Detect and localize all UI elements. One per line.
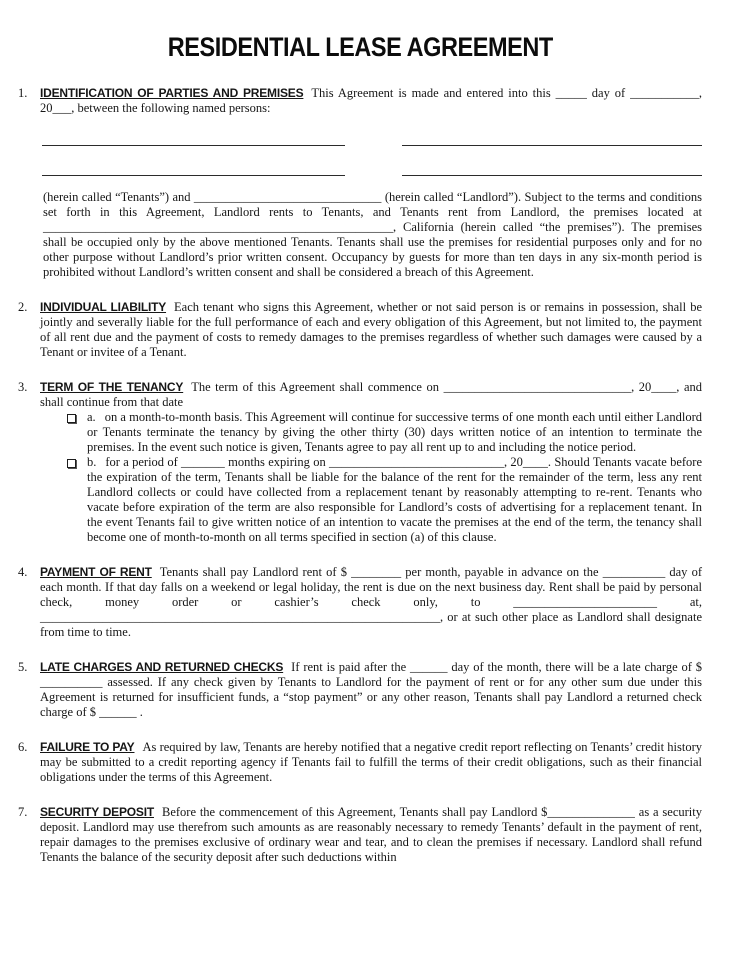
term-option-b xyxy=(67,455,702,545)
section-body-text: Tenants shall pay Landlord rent of $ ________ per month, payable in advance on the __________ day of each month. If that day falls on a weekend or legal holiday, the rent is due on the next business day. Rent shall be paid by personal check, money order or cashier’s check only, to _______________________ at, ________________________________________________________________, or at such other place as Landlord shall designate from time to time. xyxy=(40,565,702,639)
section-number: 6. xyxy=(18,740,28,754)
section-late-charges xyxy=(18,660,702,720)
section-body-text: As required by law, Tenants are hereby notified that a negative credit report reflecting on Tenants’ credit history may be submitted to a credit reporting agency if Tenants fail to fulfill the terms of their credit obligations, such as their financial obligations under the terms of this Agreement. xyxy=(40,740,703,784)
section-heading: INDIVIDUAL LIABILITY xyxy=(40,300,167,314)
section-payment-of-rent xyxy=(18,565,702,640)
section-heading: TERM OF THE TENANCY xyxy=(40,380,184,394)
section-body-text: If rent is paid after the ______ day of the month, there will be a late charge of $ __________ assessed. If any check given by Tenants to Landlord for the payment of rent or for any other sum due under this Agreement is returned for insufficient funds, a “stop payment” or any other reason, Tenants shall pay Landlord a returned check charge of $ ______ . xyxy=(40,660,702,719)
section-number: 7. xyxy=(18,805,28,819)
term-option-a-text: on a month-to-month basis. This Agreement will continue for successive terms of one month each until either Landlord or Tenants terminate the tenancy by giving the other thirty (30) days written notice of an intention to terminate the premises. In the event such notice is given, Tenants agree to pay all rent up to and including the notice period. xyxy=(87,410,702,454)
section-identification-of-parties xyxy=(18,86,702,280)
section-heading: LATE CHARGES AND RETURNED CHECKS xyxy=(40,660,284,674)
section-heading: PAYMENT OF RENT xyxy=(40,565,152,579)
section-security-deposit xyxy=(18,805,702,865)
tenant-name-blank-line[interactable] xyxy=(42,146,345,176)
section-number: 3. xyxy=(18,380,28,394)
document-title xyxy=(18,32,702,62)
landlord-name-blank-line[interactable] xyxy=(402,146,702,176)
month-to-month-checkbox-icon[interactable] xyxy=(67,414,76,423)
section-body-text: Each tenant who signs this Agreement, whether or not said person is or remains in possession, shall be jointly and severally liable for the full performance of each and every obligation of this Agreement, but not limited to, the payment of all rent due and the payment of costs to remedy damages to the premises regardless of whether such damages were caused by a Tenant or invitee of a Tenant. xyxy=(40,300,702,359)
section-body-text: Before the commencement of this Agreement, Tenants shall pay Landlord $______________ as a security deposit. Landlord may use therefrom such amounts as are reasonably necessary to remedy Tenants’ default in the payment of rent, repair damages to the premises exclusive of ordinary wear and tear, and to clean the premises if necessary. Landlord shall refund Tenants the balance of the security deposit after such deductions within xyxy=(40,805,702,864)
document-title-text: RESIDENTIAL LEASE AGREEMENT xyxy=(167,32,553,62)
tenant-name-lines xyxy=(42,116,702,176)
section-number: 4. xyxy=(18,565,28,579)
item-label: a. xyxy=(87,410,96,424)
section-failure-to-pay xyxy=(18,740,702,785)
section-body-text: (herein called “Tenants”) and ______________________________ (herein called “Landlord”). Subject to the terms and conditions set forth in this Agreement, Landlord rents to Tenants, and Tenants rent from Landlord, the premises located at ________________________________________________________, California (herein called “the premises”). The premises shall be occupied only by the above mentioned Tenants. Tenants shall use the premises for residential purposes only and for no other purpose without Landlord’s prior written consent. Occupancy by guests for more than ten days in any six-month period is prohibited without Landlord’s written consent and shall be considered a breach of this Agreement. xyxy=(43,190,702,279)
term-options xyxy=(67,410,702,545)
section-heading: IDENTIFICATION OF PARTIES AND PREMISES xyxy=(40,86,304,100)
section-heading: SECURITY DEPOSIT xyxy=(40,805,154,819)
term-option-a xyxy=(67,410,702,455)
tenant-name-blank-line[interactable] xyxy=(42,116,345,146)
section-individual-liability xyxy=(18,300,702,360)
section-heading: FAILURE TO PAY xyxy=(40,740,135,754)
section-number: 1. xyxy=(18,86,28,100)
section-term-of-tenancy xyxy=(18,380,702,545)
term-option-b-text: for a period of _______ months expiring on ____________________________, 20____. Should Tenants vacate before the expiration of the term, Tenants shall be liable for the balance of the rent for the remainder of the term, less any rent Landlord collects or could have collected from a replacement tenant by reasonably attempting to re-rent. Tenants who vacate before expiration of the term are also responsible for Landlord’s costs of advertising for a replacement tenant. In the event Tenants fail to give written notice of an intention to vacate the premises at the end of the term, the tenancy shall become one of month-to-month on all terms specified in section (a) of this clause. xyxy=(87,455,702,544)
item-label: b. xyxy=(87,455,97,469)
fixed-term-checkbox-icon[interactable] xyxy=(67,459,76,468)
section-body-text: The term of this Agreement shall commence on ______________________________, 20____, and shall continue from that date xyxy=(40,380,702,409)
landlord-name-blank-line[interactable] xyxy=(402,116,702,146)
section-number: 2. xyxy=(18,300,28,314)
section-intro-text: This Agreement is made and entered into this _____ day of ___________, 20___, between the following named persons: xyxy=(40,86,702,115)
section-number: 5. xyxy=(18,660,28,674)
